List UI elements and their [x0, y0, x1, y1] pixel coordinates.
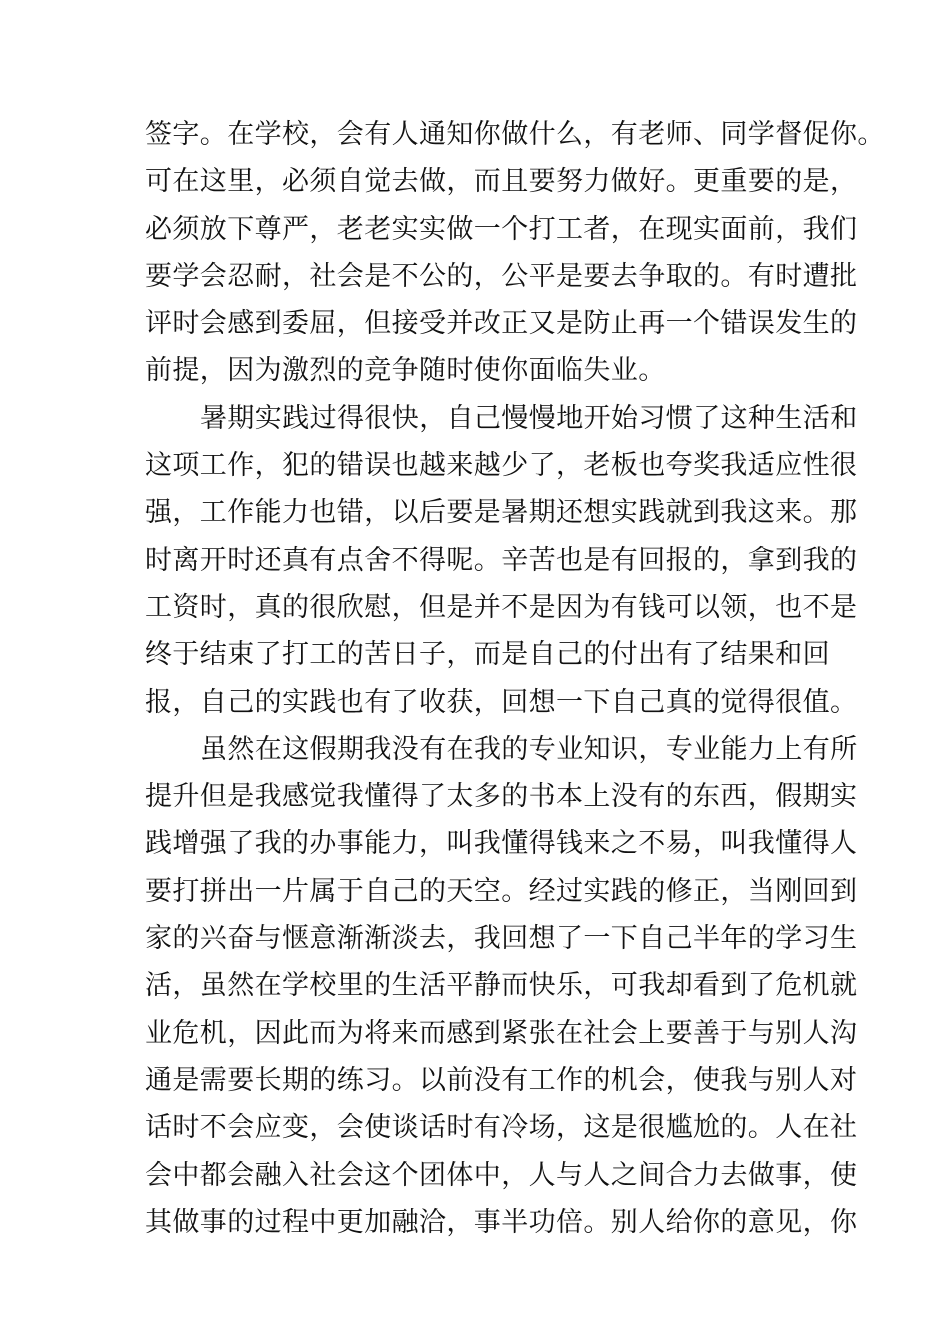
text-line: 要学会忍耐，社会是不公的，公平是要去争取的。有时遭批: [145, 260, 858, 292]
text-line: 要打拼出一片属于自己的天空。经过实践的修正，当刚回到: [145, 875, 858, 907]
text-line: 会中都会融入社会这个团体中，人与人之间合力去做事，使: [145, 1159, 858, 1191]
text-line: 必须放下尊严，老老实实做一个打工者，在现实面前，我们: [145, 213, 858, 245]
text-line: 通是需要长期的练习。以前没有工作的机会，使我与别人对: [145, 1064, 858, 1096]
text-line: 业危机，因此而为将来而感到紧张在社会上要善于与别人沟: [145, 1017, 858, 1049]
text-line: 提升但是我感觉我懂得了太多的书本上没有的东西，假期实: [145, 781, 858, 813]
text-line: 强，工作能力也错，以后要是暑期还想实践就到我这来。那: [145, 497, 858, 529]
text-line: 活，虽然在学校里的生活平静而快乐，可我却看到了危机就: [145, 970, 858, 1002]
paragraph-first-line: 虽然在这假期我没有在我的专业知识，专业能力上有所: [200, 733, 858, 765]
text-line: 可在这里，必须自觉去做，而且要努力做好。更重要的是，: [145, 166, 858, 198]
text-line: 签字。在学校，会有人通知你做什么，有老师、同学督促你。: [145, 119, 885, 150]
paragraph-first-line: 暑期实践过得很快，自己慢慢地开始习惯了这种生活和: [200, 402, 858, 434]
text-line: 这项工作，犯的错误也越来越少了，老板也夸奖我适应性很: [145, 450, 858, 482]
body-text: [145, 111, 885, 1246]
text-line: 前提，因为激烈的竞争随时使你面临失业。: [145, 355, 666, 387]
text-line: 话时不会应变，会使谈话时有冷场，这是很尴尬的。人在社: [145, 1112, 858, 1144]
text-line: 评时会感到委屈，但接受并改正又是防止再一个错误发生的: [145, 308, 858, 340]
text-line: 践增强了我的办事能力，叫我懂得钱来之不易，叫我懂得人: [145, 828, 858, 860]
text-line: 工资时，真的很欣慰，但是并不是因为有钱可以领，也不是: [145, 591, 858, 623]
text-line: 其做事的过程中更加融洽，事半功倍。别人给你的意见，你: [145, 1206, 858, 1238]
text-line: 家的兴奋与惬意渐渐淡去，我回想了一下自己半年的学习生: [145, 923, 858, 955]
text-line: 报，自己的实践也有了收获，回想一下自己真的觉得很值。: [145, 686, 858, 718]
text-line: 时离开时还真有点舍不得呢。辛苦也是有回报的，拿到我的: [145, 544, 858, 576]
text-line: 终于结束了打工的苦日子，而是自己的付出有了结果和回: [145, 639, 830, 671]
